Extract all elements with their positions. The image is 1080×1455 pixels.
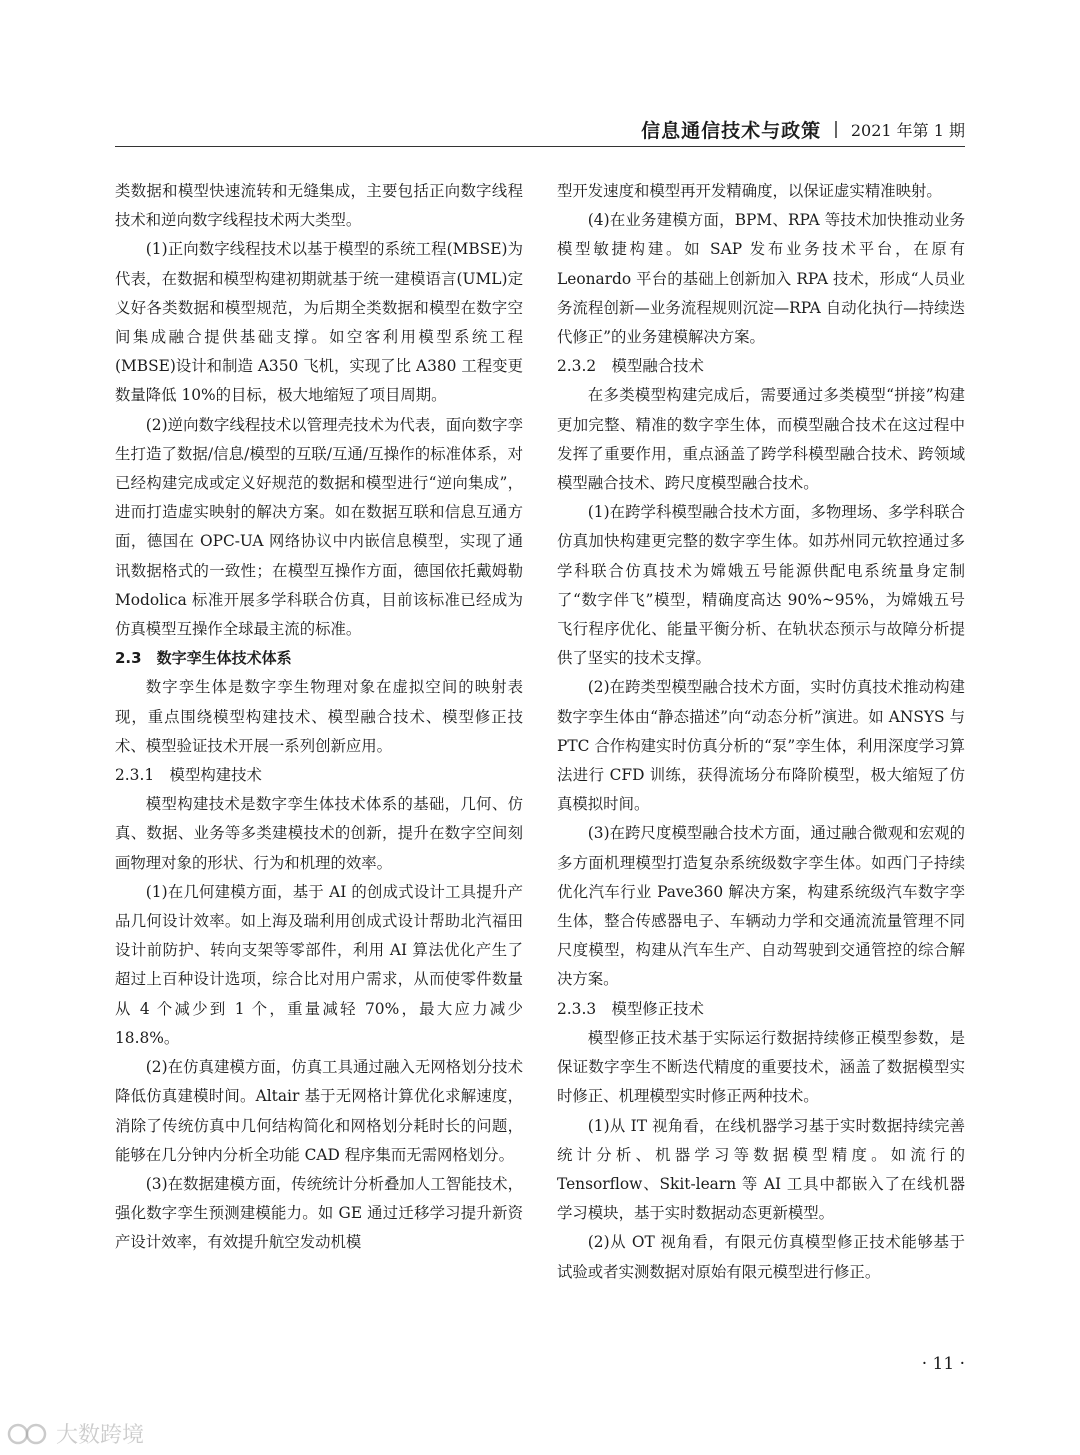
issue-label: 2021 年第 1 期 <box>850 120 965 140</box>
paragraph: (1)在跨学科模型融合技术方面，多物理场、多学科联合仿真加快构建更完整的数字孪生体。如苏州同元软控通过多学科联合仿真技术为嫦娥五号能源供配电系统量身定制了“数字伴飞”模型，精确度高达 90%~95%，为嫦娥五号飞行程序优化、能量平衡分析、在轨状态预示与故障分析提供了坚实的技术支撑。 <box>557 503 965 668</box>
watermark <box>6 1418 144 1449</box>
paragraph: (2)在仿真建模方面，仿真工具通过融入无网格划分技术降低仿真建模时间。Altair 基于无网格计算优化求解速度，消除了传统仿真中几何结构简化和网格划分耗时长的问题，能够在几分钟内分析全功能 CAD 程序集而无需网格划分。 <box>115 1058 523 1164</box>
left-column <box>115 177 523 1258</box>
subsection-heading: 2.3.2 模型融合技术 <box>557 357 704 376</box>
right-column <box>557 177 965 1287</box>
header-separator: | <box>833 119 839 139</box>
running-header <box>115 112 965 147</box>
paragraph: (2)在跨类型模型融合技术方面，实时仿真技术推动构建数字孪生体由“静态描述”向“动态分析”演进。如 ANSYS 与 PTC 合作构建实时仿真分析的“泵”孪生体，利用深度学习算法进行 CFD 训练，获得流场分布降阶模型，极大缩短了仿真模拟时间。 <box>557 678 965 814</box>
paragraph: (1)从 IT 视角看，在线机器学习基于实时数据持续完善统计分析、机器学习等数据模型精度。如流行的 Tensorflow、Skit-learn 等 AI 工具中都嵌入了在线机器学习模块，基于实时数据动态更新模型。 <box>557 1116 965 1223</box>
paragraph: 数字孪生体是数字孪生物理对象在虚拟空间的映射表现，重点围绕模型构建技术、模型融合技术、模型修正技术、模型验证技术开展一系列创新应用。 <box>115 678 523 755</box>
paragraph: (2)从 OT 视角看，有限元仿真模型修正技术能够基于试验或者实测数据对原始有限元模型进行修正。 <box>557 1233 965 1281</box>
paragraph: 模型修正技术基于实际运行数据持续修正模型参数，是保证数字孪生不断迭代精度的重要技术，涵盖了数据模型实时修正、机理模型实时修正两种技术。 <box>557 1028 965 1106</box>
paragraph: 模型构建技术是数字孪生体技术体系的基础，几何、仿真、数据、业务等多类建模技术的创新，提升在数字空间刻画物理对象的形状、行为和机理的效率。 <box>115 795 523 872</box>
page-number: · 11 · <box>921 1354 965 1374</box>
paragraph: (3)在数据建模方面，传统统计分析叠加人工智能技术，强化数字孪生预测建模能力。如 GE 通过迁移学习提升新资产设计效率，有效提升航空发动机模 <box>115 1174 523 1252</box>
watermark-logo-icon <box>6 1421 50 1447</box>
paragraph: 在多类模型构建完成后，需要通过多类模型“拼接”构建更加完整、精准的数字孪生体，而模型融合技术在这过程中发挥了重要作用，重点涵盖了跨学科模型融合技术、跨领域模型融合技术、跨尺度模型融合技术。 <box>557 386 965 493</box>
section-heading: 2.3 数字孪生体技术体系 <box>115 649 292 668</box>
journal-name: 信息通信技术与政策 <box>641 119 822 142</box>
paragraph: 类数据和模型快速流转和无缝集成，主要包括正向数字线程技术和逆向数字线程技术两大类型。 <box>115 182 523 230</box>
paragraph: (1)正向数字线程技术以基于模型的系统工程(MBSE)为代表，在数据和模型构建初期就基于统一建模语言(UML)定义好各类数据和模型规范，为后期全类数据和模型在数字空间集成融合提供基础支撑。如空客利用模型系统工程(MBSE)设计和制造 A350 飞机，实现了比 A380 工程变更数量降低 10%的目标，极大地缩短了项目周期。 <box>115 240 523 405</box>
paragraph: (1)在几何建模方面，基于 AI 的创成式设计工具提升产品几何设计效率。如上海及瑞利用创成式设计帮助北汽福田设计前防护、转向支架等零部件，利用 AI 算法优化产生了超过上百种设计选项，综合比对用户需求，从而使零件数量从 4 个减少到 1 个，重量减轻 70%，最大应力减少 18.8%。 <box>115 882 523 1047</box>
paragraph: (2)逆向数字线程技术以管理壳技术为代表，面向数字孪生打造了数据/信息/模型的互联/互通/互操作的标准体系，对已经构建完成或定义好规范的数据和模型进行“逆向集成”，进而打造虚实映射的解决方案。如在数据互联和信息互通方面，德国在 OPC-UA 网络协议中内嵌信息模型，实现了通讯数据格式的一致性；在模型互操作方面，德国依托戴姆勒 Modolica 标准开展多学科联合仿真，目前该标准已经成为仿真模型互操作全球最主流的标准。 <box>115 415 523 639</box>
paragraph: (4)在业务建模方面，BPM、RPA 等技术加快推动业务模型敏捷构建。如 SAP 发布业务技术平台，在原有 Leonardo 平台的基础上创新加入 RPA 技术，形成“人员业务流程创新—业务流程规则沉淀—RPA 自动化执行—持续迭代修正”的业务建模解决方案。 <box>557 211 965 347</box>
paragraph: (3)在跨尺度模型融合技术方面，通过融合微观和宏观的多方面机理模型打造复杂系统级数字孪生体。如西门子持续优化汽车行业 Pave360 解决方案，构建系统级汽车数字孪生体，整合传感器电子、车辆动力学和交通流流量管理不同尺度模型，构建从汽车生产、自动驾驶到交通管控的综合解决方案。 <box>557 824 965 989</box>
watermark-text: 大数跨境 <box>56 1423 145 1448</box>
paragraph: 型开发速度和模型再开发精确度，以保证虚实精准映射。 <box>557 182 942 200</box>
subsection-heading: 2.3.3 模型修正技术 <box>557 999 704 1018</box>
subsection-heading: 2.3.1 模型构建技术 <box>115 766 262 785</box>
